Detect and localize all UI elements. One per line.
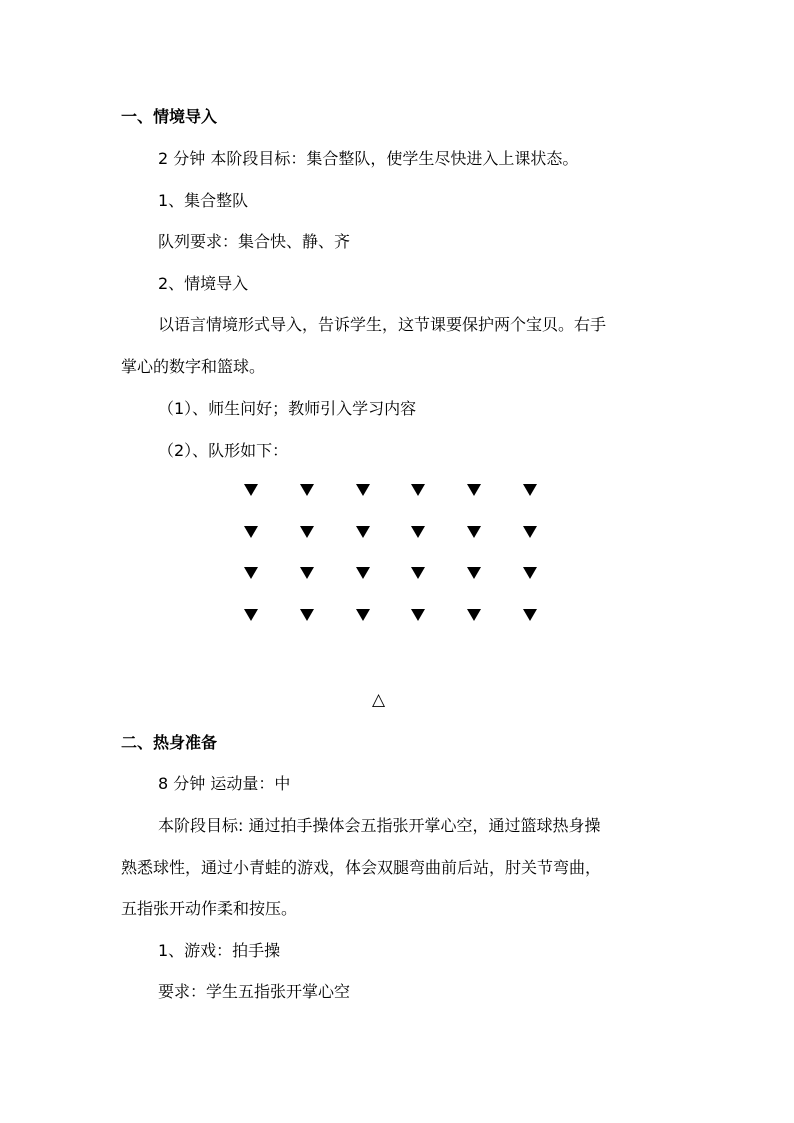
student-marker-icon xyxy=(356,526,370,538)
section-1-time-goal: 2 分钟 本阶段目标：集合整队，使学生尽快进入上课状态。 xyxy=(158,149,579,168)
student-marker-icon xyxy=(411,567,425,579)
student-marker-icon xyxy=(244,526,258,538)
student-marker-icon xyxy=(300,567,314,579)
student-marker-icon xyxy=(356,484,370,496)
section-2-item-1-title: 1、游戏：拍手操 xyxy=(158,941,281,960)
student-marker-icon xyxy=(467,567,481,579)
student-marker-icon xyxy=(523,609,537,621)
student-marker-icon xyxy=(300,609,314,621)
section-2-goal-line-3: 五指张开动作柔和按压。 xyxy=(121,899,298,918)
student-marker-icon xyxy=(467,609,481,621)
section-2-goal-line-2: 熟悉球性，通过小青蛙的游戏，体会双腿弯曲前后站，肘关节弯曲， xyxy=(121,858,602,877)
section-2-item-1-requirement: 要求：学生五指张开掌心空 xyxy=(158,982,351,1001)
student-marker-icon xyxy=(300,526,314,538)
section-2-heading: 二、热身准备 xyxy=(121,733,218,752)
section-2-goal-line-1: 本阶段目标: 通过拍手操体会五指张开掌心空，通过篮球热身操 xyxy=(158,816,601,835)
student-marker-icon xyxy=(356,609,370,621)
student-marker-icon xyxy=(467,526,481,538)
student-marker-icon xyxy=(356,567,370,579)
section-1-item-1-requirement: 队列要求：集合快、静、齐 xyxy=(158,232,351,251)
student-marker-icon xyxy=(467,484,481,496)
teacher-position-icon: △ xyxy=(372,690,386,710)
student-marker-icon xyxy=(244,567,258,579)
student-marker-icon xyxy=(300,484,314,496)
student-marker-icon xyxy=(244,609,258,621)
student-marker-icon xyxy=(523,526,537,538)
student-marker-icon xyxy=(523,484,537,496)
section-1-item-2-text-line-2: 掌心的数字和篮球。 xyxy=(121,357,266,376)
section-1-item-2-text-line-1: 以语言情境形式导入，告诉学生，这节课要保护两个宝贝。右手 xyxy=(158,315,607,334)
student-marker-icon xyxy=(411,526,425,538)
section-1-heading: 一、情境导入 xyxy=(121,107,218,126)
student-marker-icon xyxy=(244,484,258,496)
student-marker-icon xyxy=(411,484,425,496)
section-1-sub-item-2: （2）、队形如下： xyxy=(158,441,289,460)
student-marker-icon xyxy=(411,609,425,621)
section-2-time-load: 8 分钟 运动量：中 xyxy=(158,774,291,793)
student-marker-icon xyxy=(523,567,537,579)
section-1-sub-item-1: （1）、师生问好；教师引入学习内容 xyxy=(158,399,417,418)
section-1-item-1-title: 1、集合整队 xyxy=(158,191,249,210)
section-1-item-2-title: 2、情境导入 xyxy=(158,274,249,293)
